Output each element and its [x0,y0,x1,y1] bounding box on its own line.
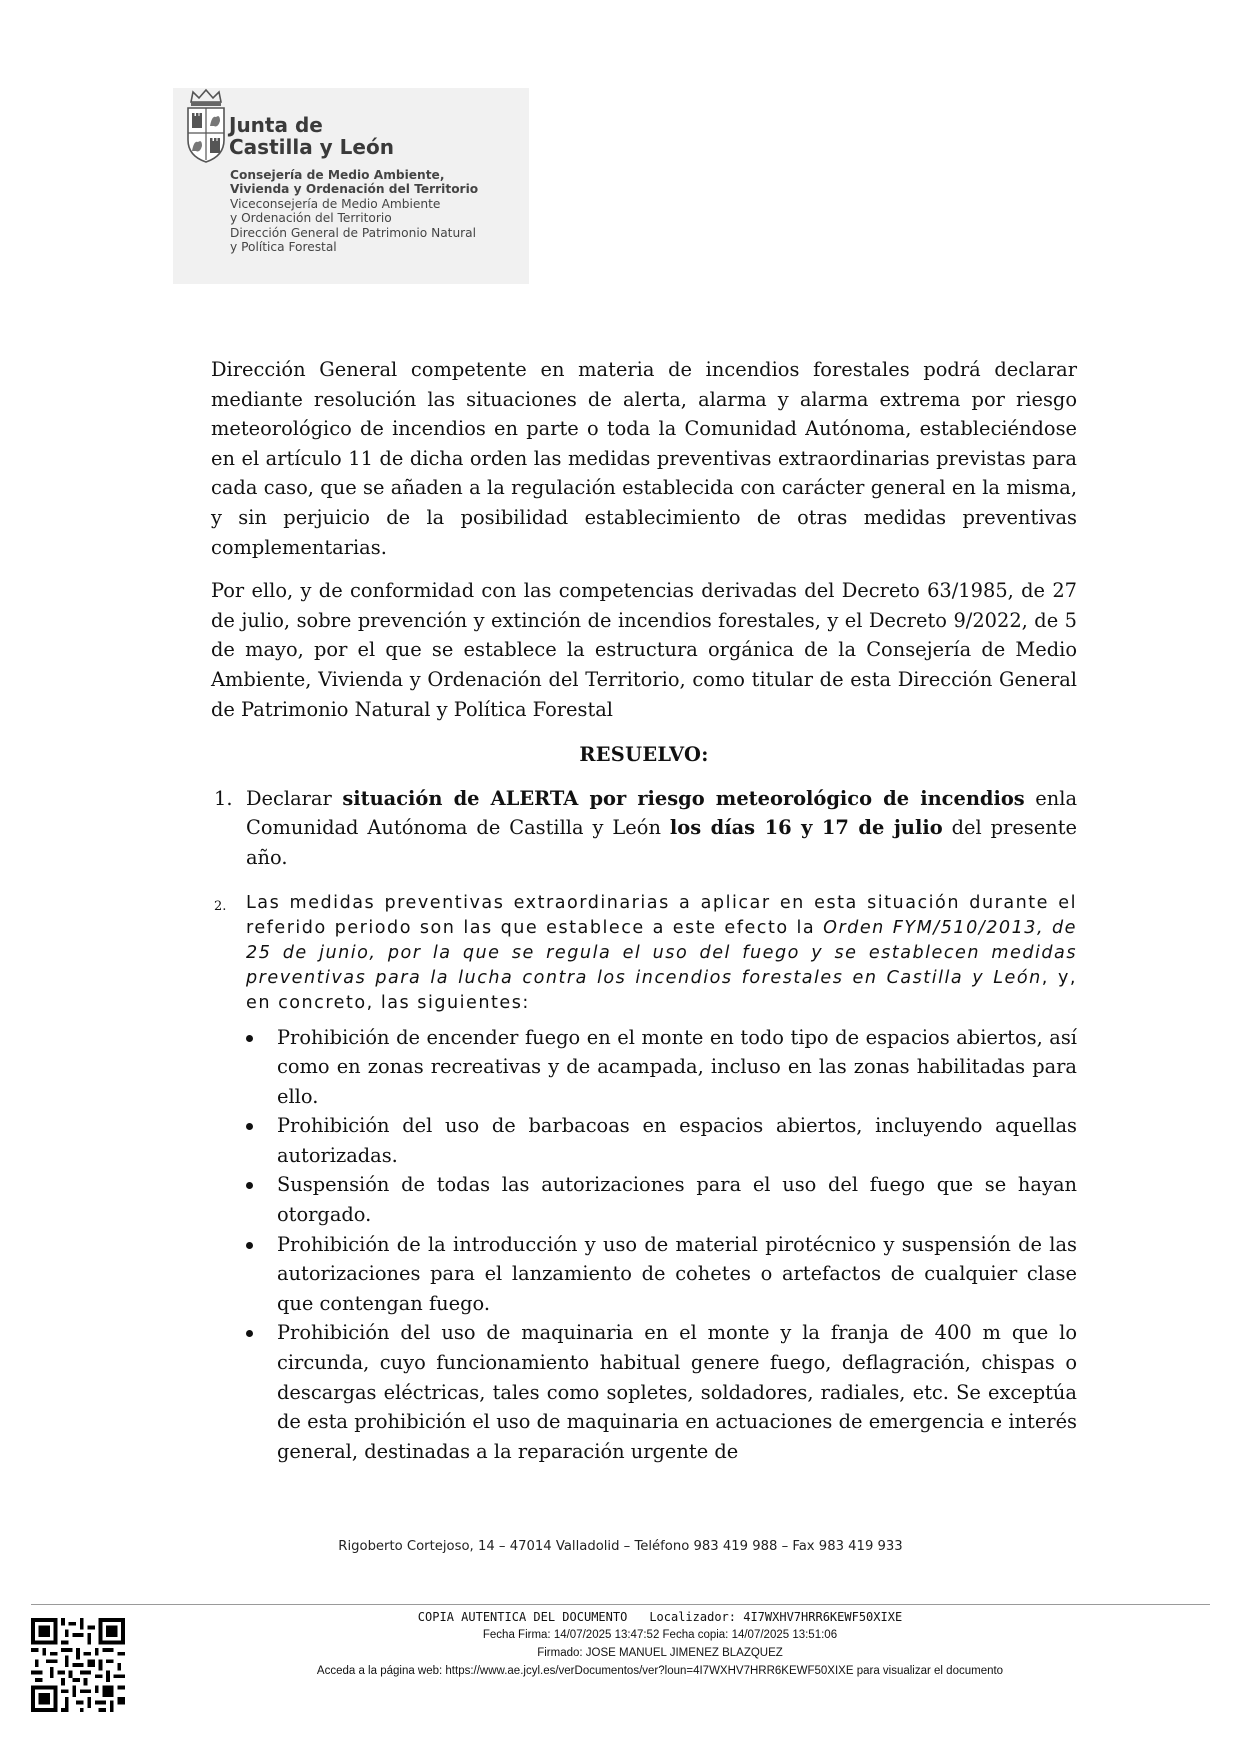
item-bold-text: situación de ALERTA por riesgo meteorológico de incendios [342,786,1025,810]
list-item [211,1230,1077,1319]
list-item-text: Suspensión de todas las autorizaciones para el uso del fuego que se hayan otorgado. [277,1173,1077,1227]
bullet-icon [246,1035,253,1042]
organization-name [229,114,394,158]
measures-list [211,1023,1077,1467]
list-item-text: Prohibición del uso de maquinaria en el monte y la franja de 400 m que lo circunda, cuyo funcionamiento habitual genere fuego, deflagración, chispas o descargas eléctricas, tales como sopletes, soldadores, radiales, etc. Se exceptúa de esta prohibición el uso de maquinaria en actuaciones de emergencia e interés general, destinadas a la reparación urgente de [277,1321,1077,1463]
locator: Localizador: 4I7WXHV7HRR6KEWF50XIXE [649,1610,903,1624]
item-number: 1. [214,786,233,810]
letterhead [173,88,529,284]
list-item [211,1170,1077,1229]
document-body [211,355,1077,1466]
footer-divider [31,1604,1210,1605]
department-line: Consejería de Medio Ambiente, [230,168,445,182]
item-text: , y, en concreto, las siguientes: [246,968,1077,1014]
bullet-icon [246,1123,253,1130]
bullet-icon [246,1330,253,1337]
department-lines [230,168,478,254]
resolution-heading: RESUELVO: [579,743,709,767]
item-text: del presente año. [246,816,1077,869]
copy-line [260,1608,1060,1626]
department-line: Vivienda y Ordenación del Territorio [230,182,479,197]
signature-dates: Fecha Firma: 14/07/2025 13:47:52 Fecha copia: 14/07/2025 13:51:06 [482,1629,838,1641]
list-item-text: Prohibición del uso de barbacoas en espacios abiertos, incluyendo aquellas autorizadas. [277,1114,1077,1167]
paragraph: Por ello, y de conformidad con las competencias derivadas del Decreto 63/1985, de 27 de julio, sobre prevención y extinción de incendios forestales, y el Decreto 9/2022, de 5 de mayo, por el que se establece la estructura orgánica de la Consejería de Medio Ambiente, Vivienda y Ordenación del Territorio, como titular de esta Dirección General de Patrimonio Natural y Política Forestal [211,579,1077,721]
item-number: 2. [214,898,227,914]
copy-label: COPIA AUTENTICA DEL DOCUMENTO [417,1610,628,1624]
qr-code-icon [31,1618,125,1712]
item-text: Las medidas preventivas extraordinarias a aplicar en esta situación durante el referido periodo son las que establece a este efecto la [246,892,1077,938]
resolution-item-1 [211,784,1077,873]
bullet-icon [246,1242,253,1249]
list-item [211,1111,1077,1170]
list-item [211,1023,1077,1112]
resolution-item-2 [211,891,1077,1017]
department-line: Dirección General de Patrimonio Natural [230,225,477,240]
department-line: y Ordenación del Territorio [230,211,392,226]
department-line: y Política Forestal [230,240,337,255]
item-text-block [246,891,1077,1017]
bullet-icon [246,1182,253,1189]
item-italic-text: Orden FYM/510/2013, de 25 de junio, por la que se regula el uso del fuego y se establecen medidas preventivas para la lucha contra los incendios forestales en Castilla y León [246,917,1077,989]
list-item [211,1318,1077,1466]
org-line-2: Castilla y León [229,135,394,159]
department-line: Viceconsejería de Medio Ambiente [230,196,441,211]
coat-of-arms-logo [181,88,231,166]
item-bold-text: los días 16 y 17 de julio [669,816,943,840]
list-item-text: Prohibición de la introducción y uso de material pirotécnico y suspensión de las autorizaciones para el lanzamiento de cohetes o artefactos de cualquier clase que contengan fuego. [277,1232,1077,1315]
item-text: Declarar [246,786,343,810]
verification-url[interactable]: Acceda a la página web: https://www.ae.jcyl.es/verDocumentos/ver?loun=4I7WXHV7HRR6KEWF50XIXE para visualizar el documento [316,1665,1004,1677]
signer: Firmado: JOSE MANUEL JIMENEZ BLAZQUEZ [537,1647,783,1659]
paragraph: Dirección General competente en materia de incendios forestales podrá declarar mediante resolución las situaciones de alerta, alarma y alarma extrema por riesgo meteorológico de incendios en parte o toda la Comunidad Autónoma, estableciéndose en el artículo 11 de dicha orden las medidas preventivas extraordinarias previstas para cada caso, que se añaden a la regulación establecida con carácter general en la misma, y sin perjuicio de la posibilidad establecimiento de otras medidas preventivas complementarias. [211,358,1077,559]
item-text: enla Comunidad Autónoma de Castilla y León [246,786,1078,840]
org-line-1: Junta de [229,113,323,137]
document-verification [260,1608,1060,1680]
footer-address: Rigoberto Cortejoso, 14 – 47014 Valladolid – Teléfono 983 419 988 – Fax 983 419 933 [338,1539,903,1554]
list-item-text: Prohibición de encender fuego en el monte en todo tipo de espacios abiertos, así como en zonas recreativas y de acampada, incluso en las zonas habilitadas para ello. [277,1025,1077,1108]
